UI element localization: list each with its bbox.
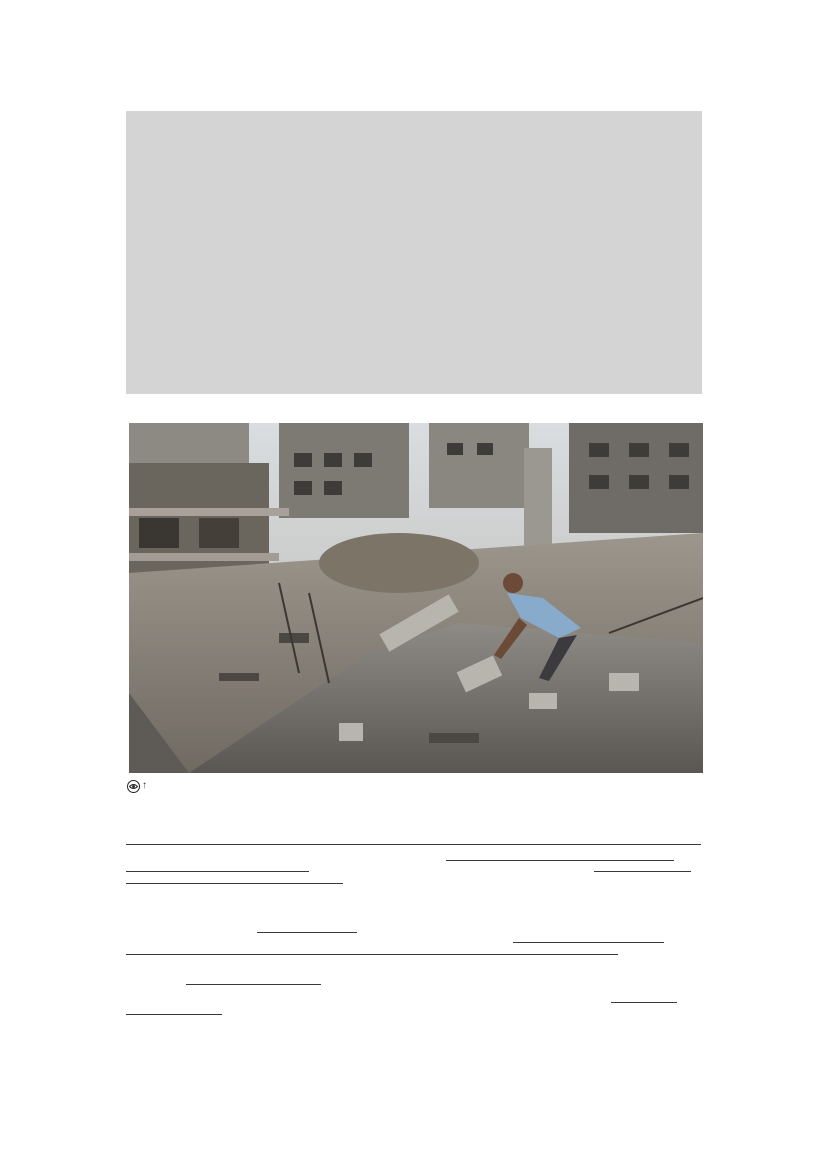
link-underline[interactable] <box>611 1002 677 1003</box>
link-underline[interactable] <box>257 932 357 933</box>
link-underline[interactable] <box>594 871 691 872</box>
link-underline[interactable] <box>513 942 664 943</box>
arrow-up-icon[interactable]: ↑ <box>142 780 147 791</box>
link-underline[interactable] <box>126 844 701 845</box>
link-underline[interactable] <box>126 954 618 955</box>
news-photo <box>129 423 703 773</box>
media-placeholder <box>126 111 702 394</box>
link-underline[interactable] <box>186 984 321 985</box>
photo-caption-icons <box>127 779 147 793</box>
link-underline[interactable] <box>446 860 674 861</box>
link-underline[interactable] <box>126 1014 222 1015</box>
eye-icon[interactable] <box>127 780 140 793</box>
link-underline[interactable] <box>126 883 343 884</box>
link-underline[interactable] <box>126 871 309 872</box>
rubble-photo-illustration <box>129 423 703 773</box>
